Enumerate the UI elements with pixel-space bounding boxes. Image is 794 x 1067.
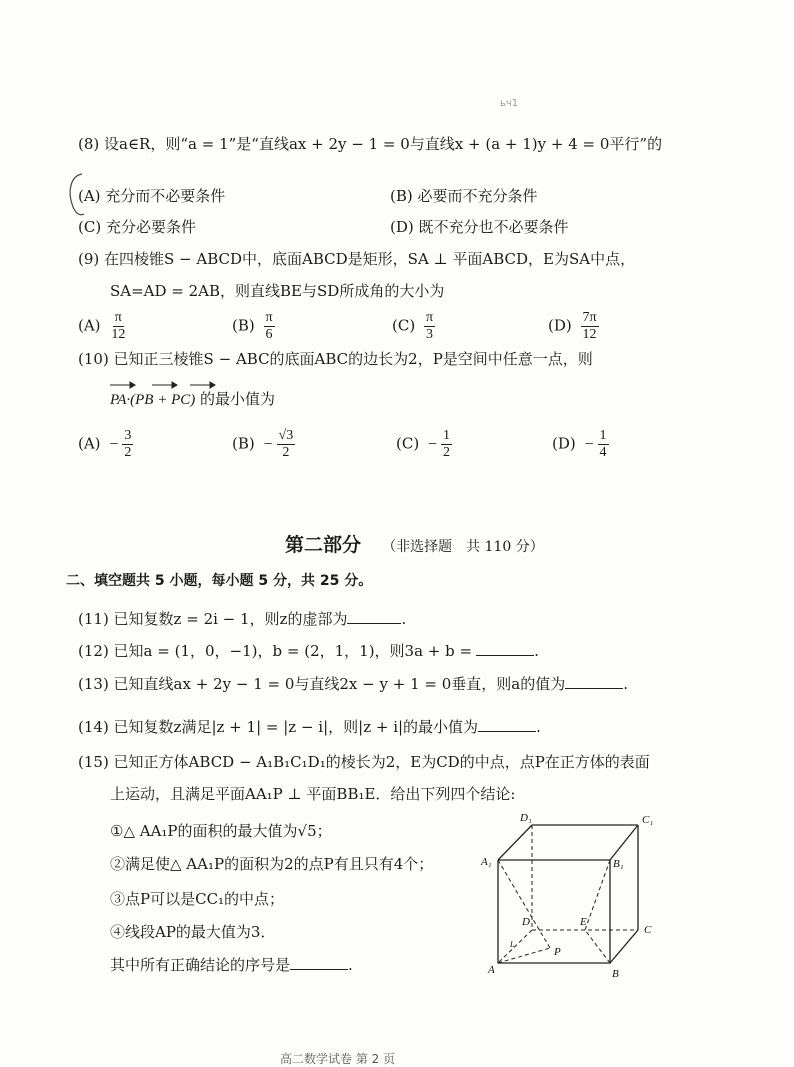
q15-conclusion-2: ②满足使△ AA₁P的面积为2的点P有且只有4个； [110,855,434,873]
handwritten-mark: ьч1 [500,98,519,109]
q10-option-d [552,428,609,461]
q9-stem-line1: (9) 在四棱锥S − ABCD中，底面ABCD是矩形，SA ⊥ 平面ABCD，E为SA中点， [78,250,636,268]
denominator: 3 [426,327,433,343]
q11-tail: . [401,610,407,628]
fraction [277,428,296,461]
q15-ask-tail: . [348,956,353,974]
numerator: 7π [581,310,599,327]
part2-title: 第二部分 [285,534,362,556]
part2-subtitle: （非选择题 共 110 分） [382,539,544,555]
numerator: π [113,310,124,327]
label-a: A [488,964,495,976]
q14-text: (14) 已知复数z满足|z + 1| = |z − i|，则|z + i|的最小值为 [78,718,479,736]
numerator: π [264,310,275,327]
q12 [78,640,539,661]
numerator: 3 [122,428,133,445]
option-label: (B) [232,316,255,335]
q12-text: (12) 已知a = (1，0，−1)，b = (2，1，1)，则3a + b = [78,642,473,660]
label-e: E [580,916,587,928]
q10-option-b [232,428,295,461]
q15-conclusion-4: ④线段AP的最大值为3． [110,923,276,941]
part2-heading [285,530,544,557]
vector-expression: PA·(PB + PC) [110,392,196,408]
segment-b1-e [585,860,610,930]
q10-expression [110,388,275,409]
numerator: 1 [441,428,452,445]
denominator: 2 [282,445,290,461]
minus-sign: − [109,435,119,453]
q9-stem-line2: SA=AD = 2AB，则直线BE与SD所成角的大小为 [110,282,445,300]
option-label: (C) [396,434,420,453]
label-c1: C₁ [642,814,654,826]
q12-tail: . [534,642,539,660]
option-label: (D) [548,316,572,335]
q15-ask-text: 其中所有正确结论的序号是 [110,956,291,974]
q10-stem-line1: (10) 已知正三棱锥S − ABC的底面ABC的边长为2，P是空间中任意一点，则 [78,350,593,368]
option-label: (B) [232,434,255,453]
section2-heading: 二、填空题共 5 小题，每小题 5 分，共 25 分。 [66,573,373,589]
fraction [581,310,599,343]
label-p: P [554,946,561,958]
edge-b-c [610,930,638,963]
q8-option-d: (D) 既不充分也不必要条件 [390,218,569,236]
denominator: 12 [111,327,126,343]
q13-tail: . [623,675,628,693]
expression-tail: 的最小值为 [200,390,276,408]
fraction [598,428,609,461]
q8-option-c: (C) 充分必要条件 [78,218,196,236]
segment-a1-p [498,860,550,948]
denominator: 6 [265,327,273,343]
label-d: D [522,916,530,928]
q9-option-b [232,310,275,343]
answer-blank [478,717,536,732]
q8-option-a: (A) 充分而不必要条件 [78,187,226,205]
fraction [109,310,127,343]
fraction [264,310,275,343]
q15-ask [110,954,353,975]
numerator: π [424,310,435,327]
q14 [78,716,541,737]
q11-text: (11) 已知复数z = 2i − 1，则z的虚部为 [78,610,348,628]
q15-stem-line2: 上运动，且满足平面AA₁P ⊥ 平面BB₁E．给出下列四个结论: [110,785,516,803]
q10-option-c [396,428,452,461]
q15-conclusion-1: ①△ AA₁P的面积的最大值为√5； [110,822,332,840]
fraction [441,428,452,461]
fraction [122,428,133,461]
label-c: C [644,924,652,936]
q10-option-a [78,428,133,461]
denominator: 4 [599,445,607,461]
denominator: 12 [582,327,597,343]
denominator: 2 [124,445,132,461]
option-label: (D) [552,434,576,453]
q13-text: (13) 已知直线ax + 2y − 1 = 0与直线2x − y + 1 = 0垂直，则a的值为 [78,675,566,693]
edge-b1-c1 [610,825,638,860]
q15-stem-line1: (15) 已知正方体ABCD − A₁B₁C₁D₁的棱长为2，E为CD的中点，点P在正方体的表面 [78,753,650,771]
denominator: 2 [443,445,450,461]
numerator: 1 [598,428,609,445]
segment-b-e [585,930,610,963]
label-b: B [612,968,619,980]
answer-blank [290,955,348,970]
minus-sign: − [427,435,437,453]
q14-tail: . [536,718,541,736]
q11 [78,608,406,629]
q8-stem: (8) 设a∈R，则“a = 1”是“直线ax + 2y − 1 = 0与直线x + (a + 1)y + 4 = 0平行”的 [78,135,663,153]
option-label: (C) [392,316,416,335]
q9-option-a [78,310,127,343]
cube-figure [470,805,670,990]
answer-blank [347,609,401,624]
minus-sign: − [263,435,273,453]
label-l: L [510,940,515,949]
q8-option-b: (B) 必要而不充分条件 [390,187,538,205]
label-d1: D₁ [520,812,532,824]
q9-option-d [548,310,599,343]
q9-option-c [392,310,435,343]
label-b1: B₁ [613,858,624,870]
q13 [78,673,628,694]
option-label: (A) [78,316,101,335]
page-footer: 高二数学试卷 第 2 页 [280,1052,396,1066]
label-a1: A₁ [481,856,492,868]
option-label: (A) [78,434,101,453]
numerator: √3 [277,428,296,445]
answer-blank [565,674,623,689]
minus-sign: − [584,435,594,453]
edge-a1-d1 [498,825,532,860]
fraction [424,310,435,343]
answer-blank [476,641,534,656]
q15-conclusion-3: ③点P可以是CC₁的中点； [110,890,285,908]
